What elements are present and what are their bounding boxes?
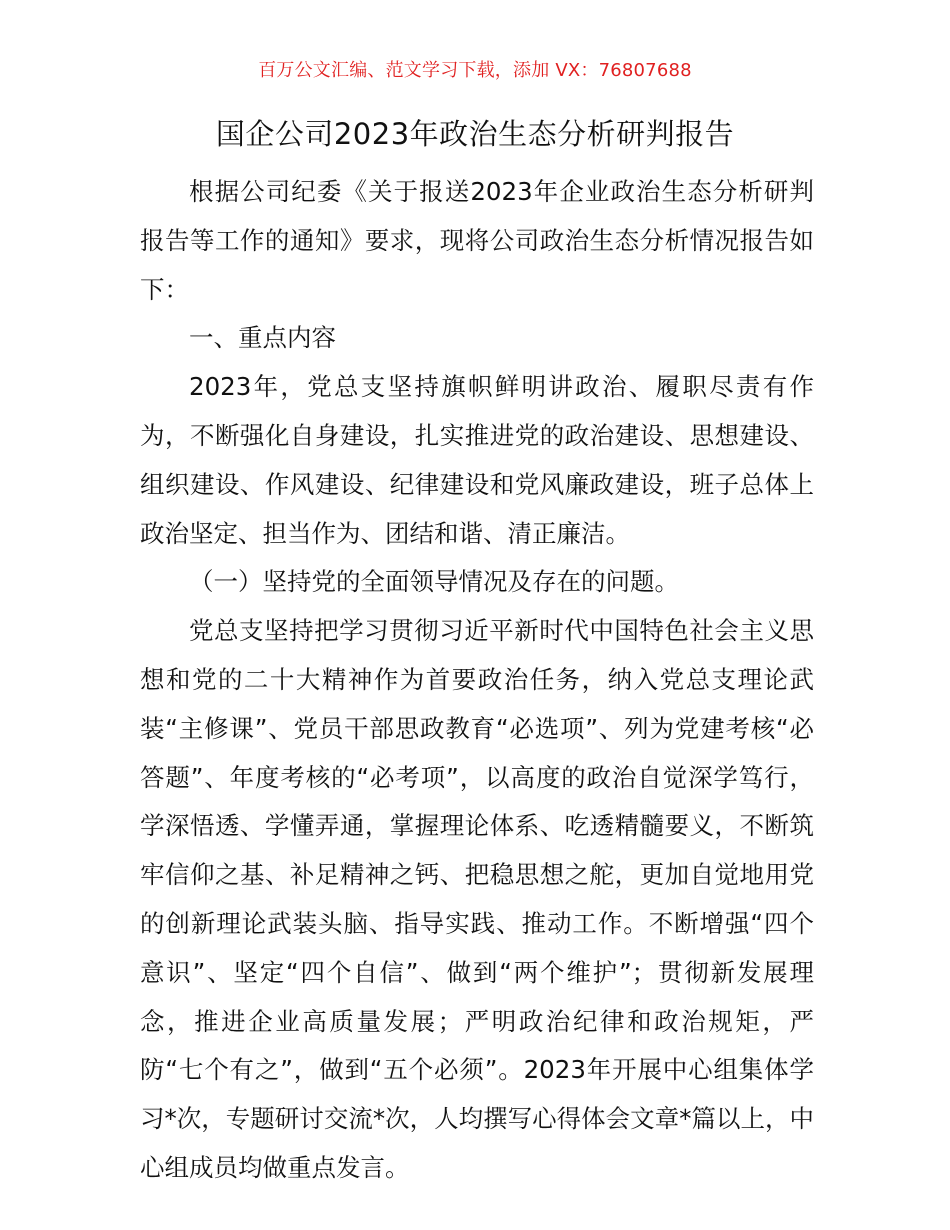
- intro-paragraph: 根据公司纪委《关于报送2023年企业政治生态分析研判报告等工作的通知》要求，现将公司政治生态分析情况报告如下：: [140, 177, 814, 304]
- watermark-banner: 百万公文汇编、范文学习下载，添加 VX：76807688: [258, 60, 692, 81]
- paragraph-summary: 2023年，党总支坚持旗帜鲜明讲政治、履职尽责有作为，不断强化自身建设，扎实推进党的政治建设、思想建设、组织建设、作风建设、纪律建设和党风廉政建设，班子总体上政治坚定、担当作为、团结和谐、清正廉洁。: [140, 372, 814, 548]
- paragraph-leadership: 党总支坚持把学习贯彻习近平新时代中国特色社会主义思想和党的二十大精神作为首要政治任务，纳入党总支理论武装“主修课”、党员干部思政教育“必选项”、列为党建考核“必答题”、年度考核的“必考项”，以高度的政治自觉深学笃行，学深悟透、学懂弄通，掌握理论体系、吃透精髓要义，不断筑牢信仰之基、补足精神之钙、把稳思想之舵，更加自觉地用党的创新理论武装头脑、指导实践、推动工作。不断增强“四个意识”、坚定“四个自信”、做到“两个维护”；贯彻新发展理念，推进企业高质量发展；严明政治纪律和政治规矩，严防“七个有之”，做到“五个必须”。2023年开展中心组集体学习*次，专题研讨交流*次，人均撰写心得体会文章*篇以上，中心组成员均做重点发言。: [140, 616, 814, 1182]
- document-body: [140, 168, 814, 1193]
- subsection-heading-1: （一）坚持党的全面领导情况及存在的问题。: [189, 567, 679, 597]
- section-heading-1: 一、重点内容: [189, 323, 336, 353]
- document-title: 国企公司2023年政治生态分析研判报告: [215, 117, 735, 151]
